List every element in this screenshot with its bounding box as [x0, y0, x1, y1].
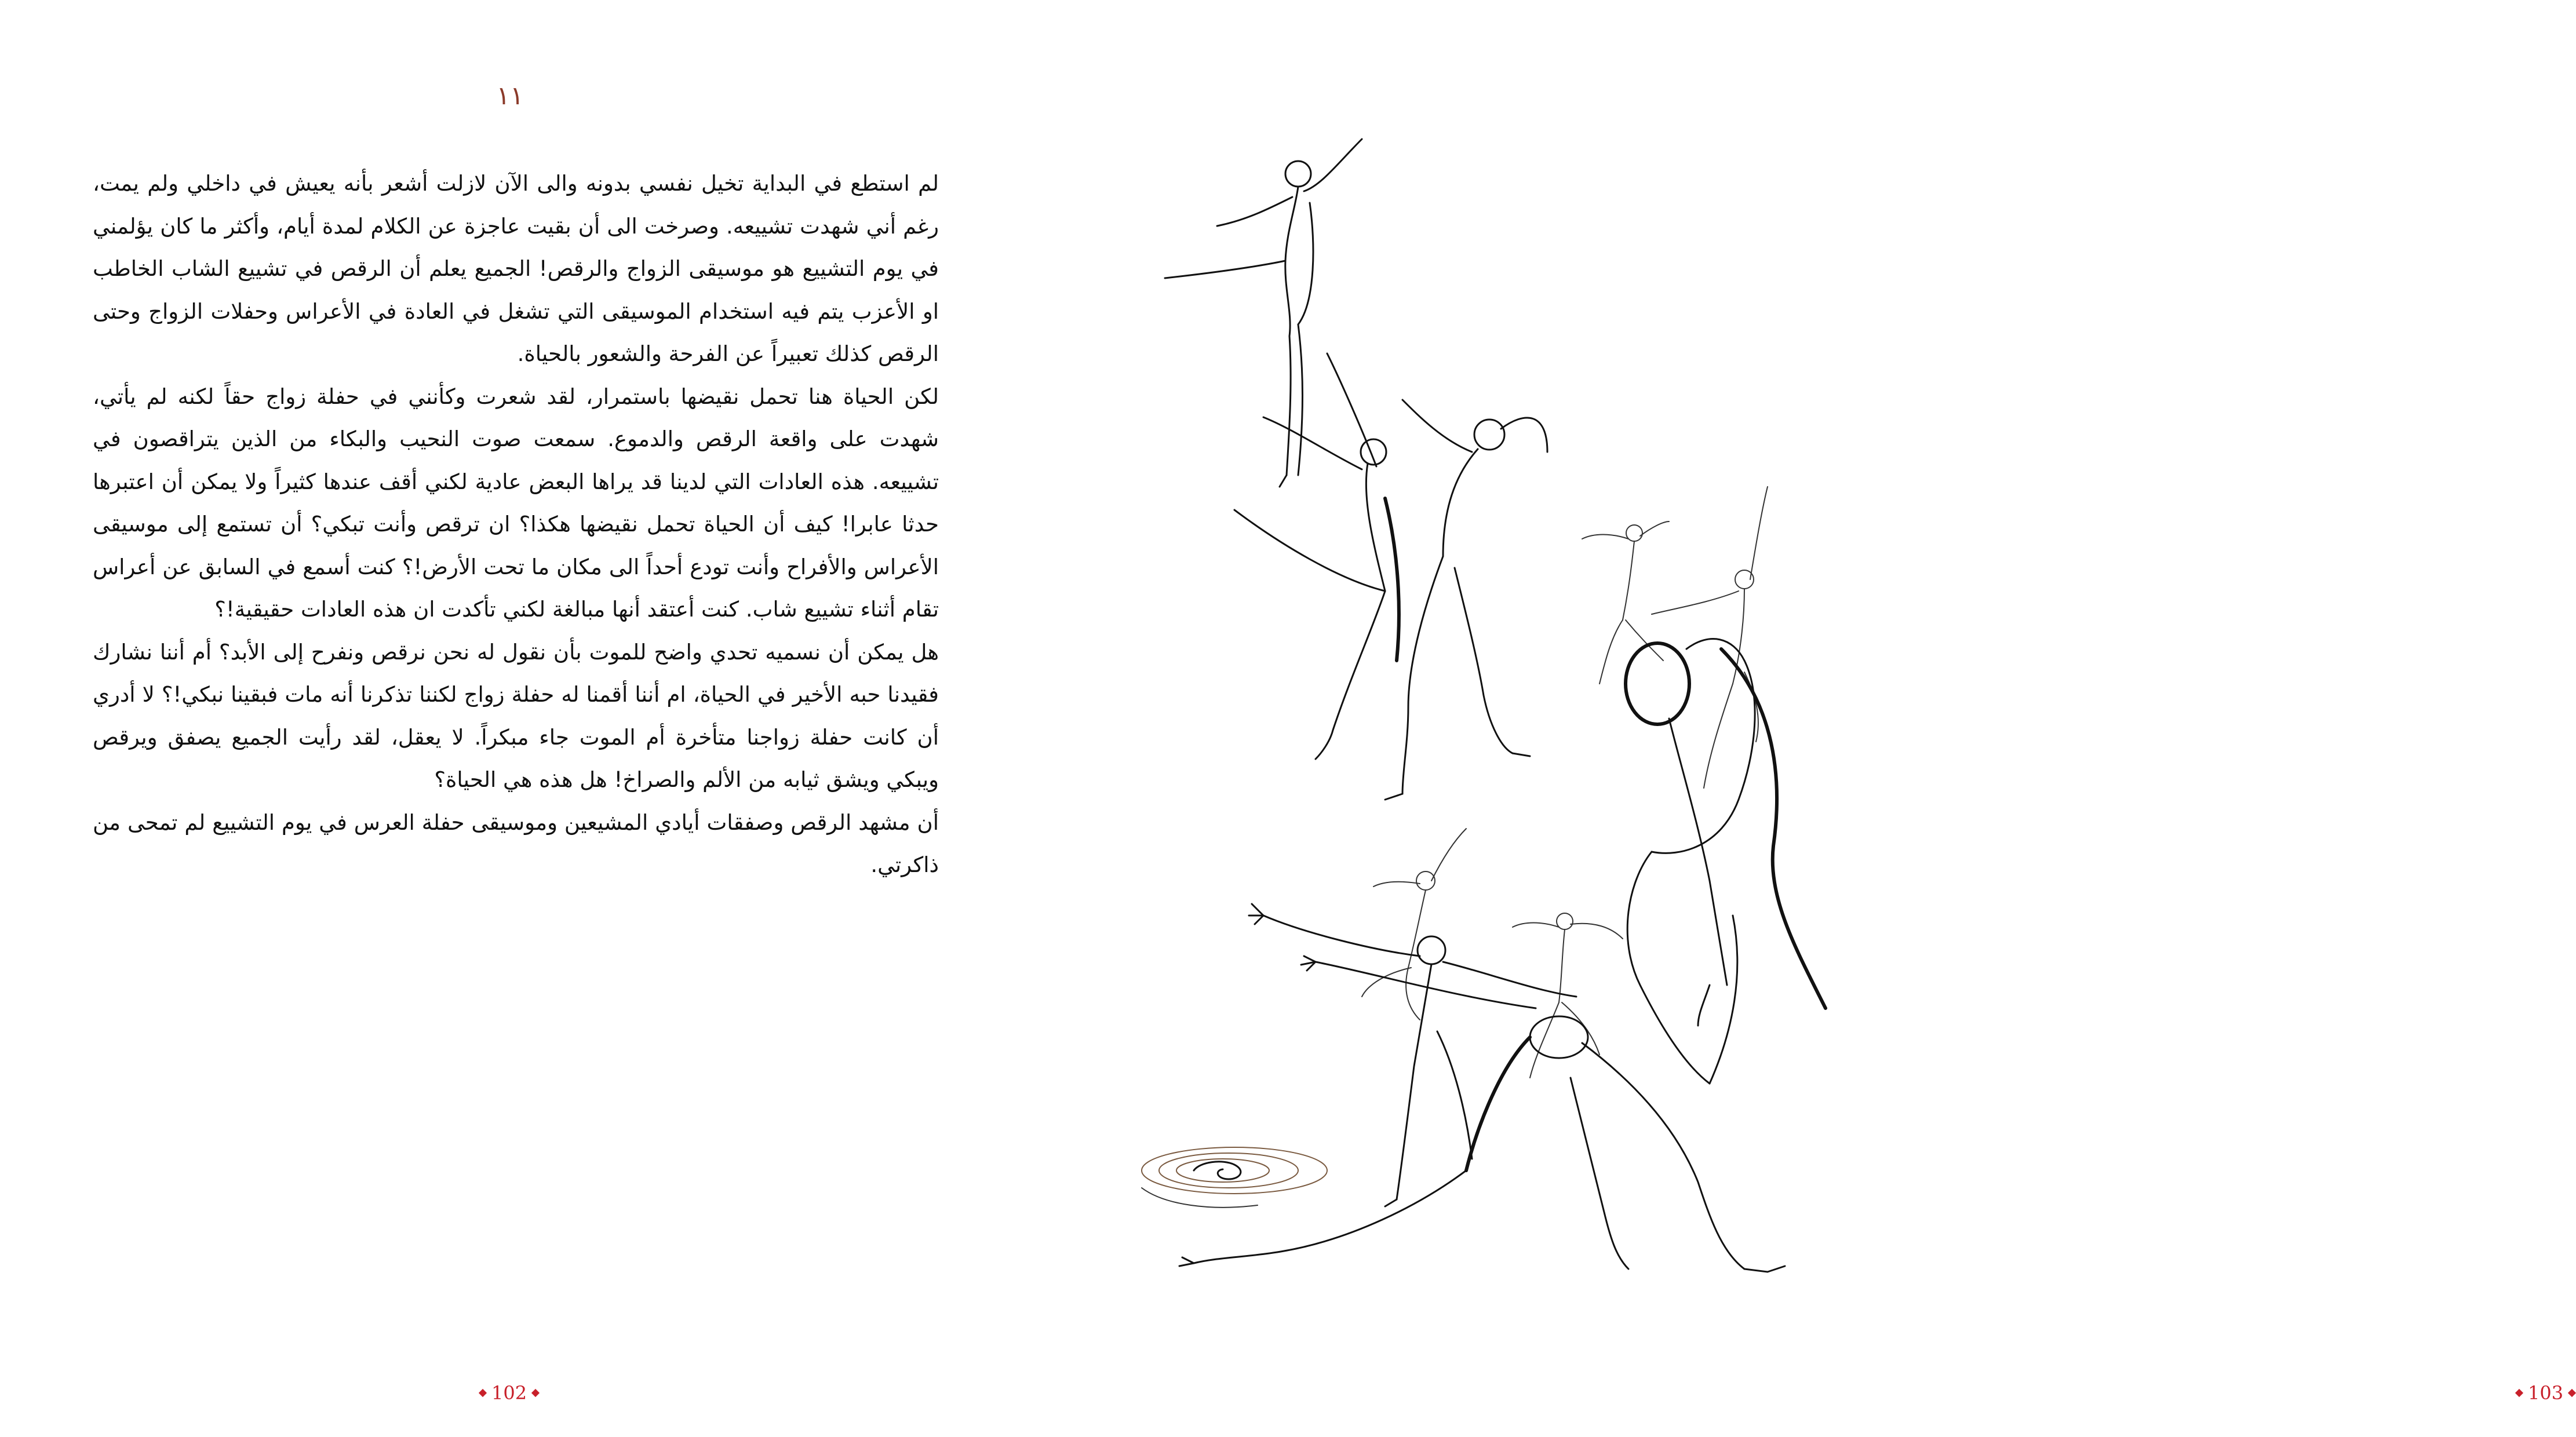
paragraph-2: لكن الحياة هنا تحمل نقيضها باستمرار، لقد شعرت وكأنني في حفلة زواج حقاً لكنه لم يأتي، شهدت على واقعة الرقص والدموع. سمعت صوت النحيب والبكاء من الذين يتراقصون في تشييعه. هذه العادات التي لدينا قد يراها البعض عادية لكني أقف عندها كثيراً ولا يمكن أن اعتبرها حدثا عابرا! كيف أن الحياة تحمل نقيضها هكذا؟ ان ترقص وأنت تبكي؟ أن تستمع إلى موسيقى الأعراس والأفراح وأنت تودع أحداً الى مكان ما تحت الأرض!؟ كنت أسمع في السابق عن أعراس تقام أثناء تشييع شاب. كنت أعتقد أنها مبالغة لكني تأكدت ان هذه العادات حقيقية!؟: [93, 384, 939, 622]
page-number-left: 102: [491, 1382, 527, 1404]
left-page: [0, 0, 1013, 1437]
folio-right: [2516, 1382, 2575, 1404]
dancer-reclining: [1179, 956, 1785, 1272]
page-number-right: 103: [2528, 1382, 2564, 1404]
ground-swirl: [1142, 1147, 1327, 1208]
dancer-top: [1165, 139, 1362, 487]
diamond-ornament-icon: [2515, 1389, 2523, 1397]
paragraph-4: أن مشهد الرقص وصفقات أيادي المشيعين وموسيقى حفلة العرس في يوم التشييع لم تمحى من ذاكرتي.: [93, 809, 939, 877]
paragraph-1: لم استطع في البداية تخيل نفسي بدونه والى الآن لازلت أشعر بأنه يعيش في داخلي ولم يمت، رغم أني شهدت تشييعه. وصرخت الى أن بقيت عاجزة عن الكلام لمدة أيام، وأكثر ما كان يؤلمني في يوم التشييع هو موسيقى الزواج والرقص! الجميع يعلم أن الرقص في تشييع الشاب الخاطب او الأعزب يتم فيه استخدام الموسيقى التي تشغل في العادة في الأعراس وحفلات الزواج وحتى الرقص كذلك تعبيراً عن الفرحة والشعور بالحياة.: [93, 171, 939, 366]
diamond-ornament-icon: [479, 1389, 487, 1397]
dancer-small-right: [1652, 487, 1768, 788]
dancers-illustration: [1130, 127, 1883, 1321]
diamond-ornament-icon: [2568, 1389, 2576, 1397]
dancers-drawing-icon: [1130, 127, 1883, 1321]
dancer-middle-right: [1385, 400, 1547, 800]
dancer-small-center: [1582, 521, 1669, 684]
body-text: [93, 162, 939, 887]
dancer-small-lower-left: [1362, 829, 1466, 1020]
dancer-middle-left: [1234, 353, 1399, 759]
paragraph-3: هل يمكن أن نسميه تحدي واضح للموت بأن نقول له نحن نرقص ونفرح إلى الأبد؟ أم أننا نشارك فقيدنا حبه الأخير في الحياة، ام أننا أقمنا له حفلة زواج لكننا تذكرنا أنه مات فبقينا نبكي!؟ لا أدري أن كانت حفلة زواجنا متأخرة أم الموت جاء مبكراً. لا يعقل، لقد رأيت الجميع يصفق ويرقص ويبكي ويشق ثيابه من الألم والصراخ! هل هذه هي الحياة؟: [93, 639, 939, 792]
folio-left: [480, 1382, 538, 1404]
diamond-ornament-icon: [531, 1389, 540, 1397]
chapter-number: ١١: [496, 81, 524, 111]
